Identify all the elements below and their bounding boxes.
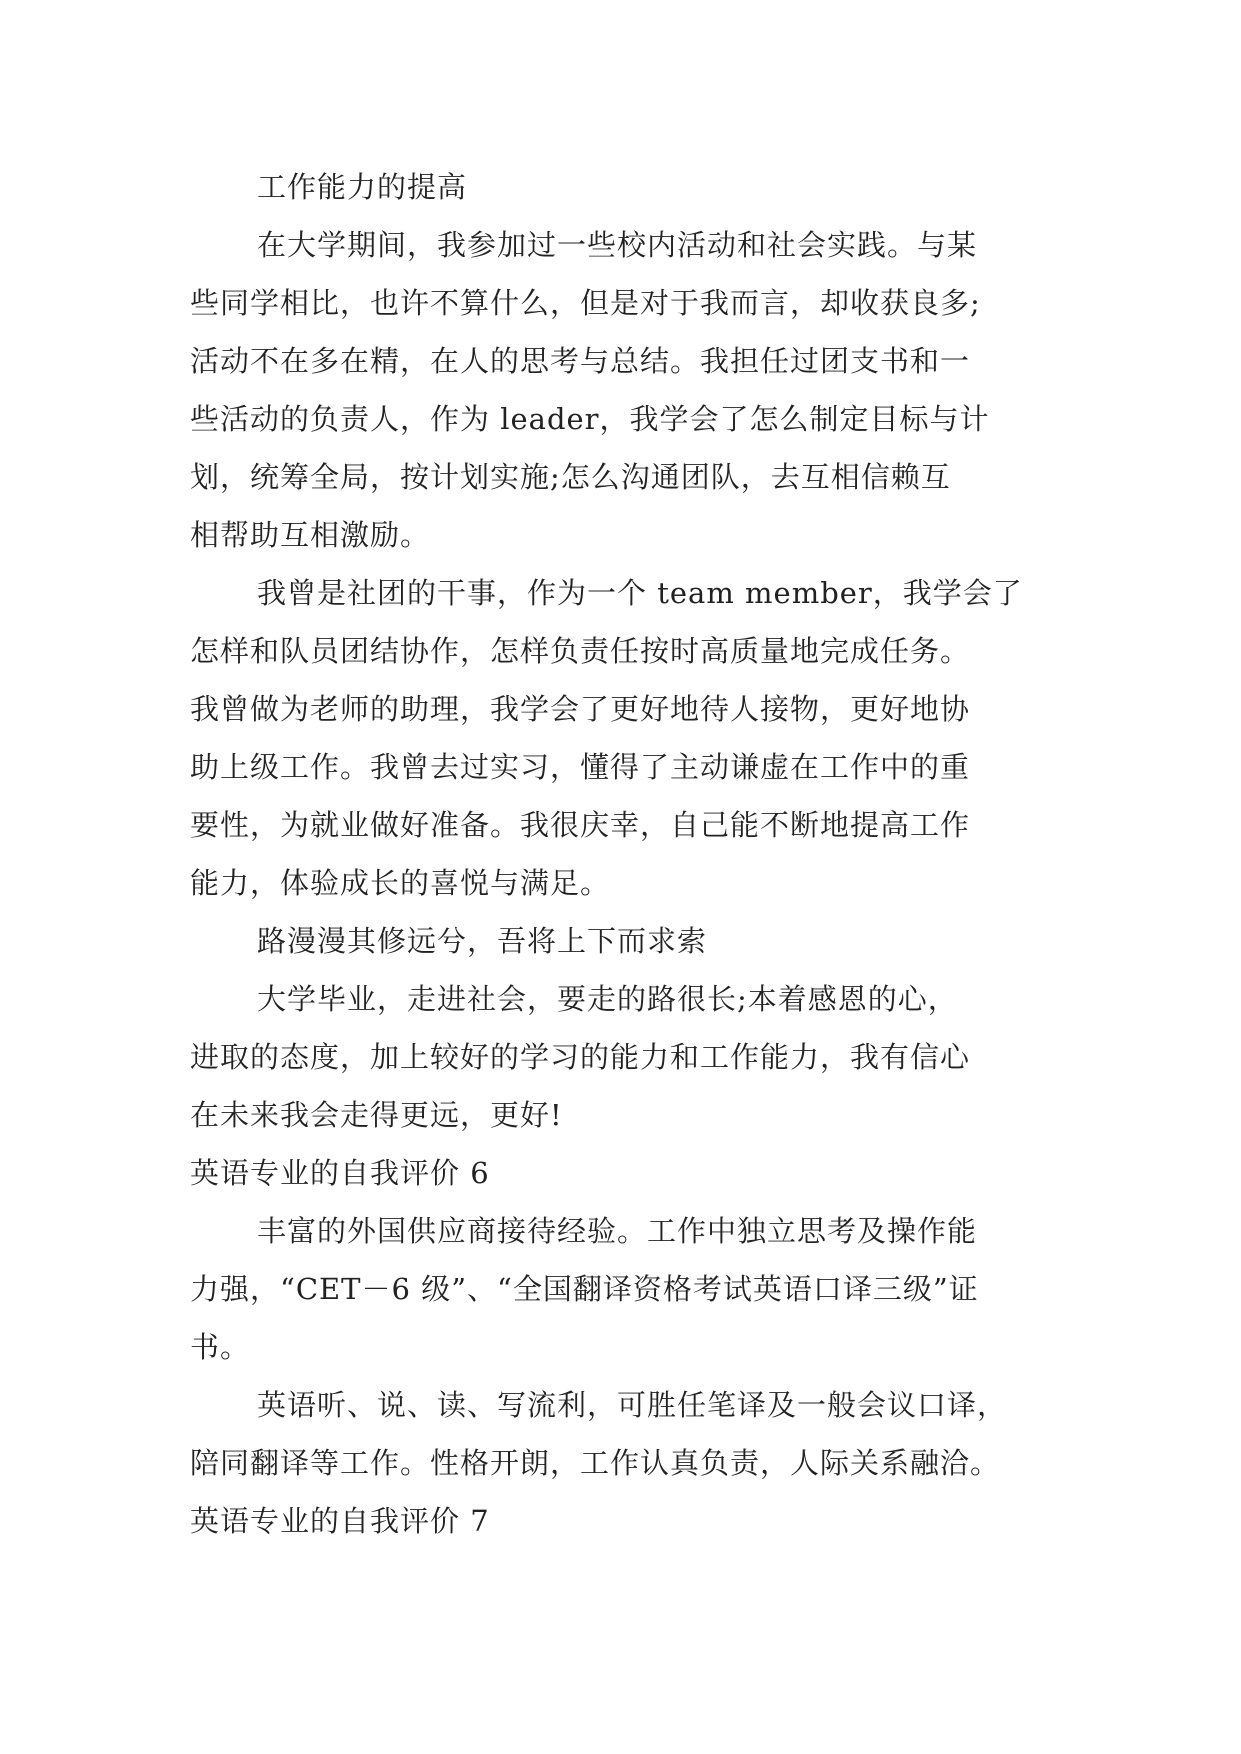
paragraph-line: 我曾做为老师的助理，我学会了更好地待人接物，更好地协 (190, 692, 971, 726)
paragraph-line: 在大学期间，我参加过一些校内活动和社会实践。与某 (257, 228, 978, 262)
section-heading: 路漫漫其修远兮，吾将上下而求索 (257, 924, 708, 958)
paragraph-line: 在未来我会走得更远，更好! (190, 1098, 563, 1132)
paragraph-line: 力强，“CET－6 级”、“全国翻译资格考试英语口译三级”证 (190, 1272, 979, 1306)
paragraph-line: 怎样和队员团结协作，怎样负责任按时高质量地完成任务。 (190, 634, 971, 668)
paragraph-line: 些同学相比，也许不算什么，但是对于我而言，却收获良多; (190, 286, 981, 320)
paragraph-line: 活动不在多在精，在人的思考与总结。我担任过团支书和一 (190, 344, 971, 378)
paragraph-line: 划，统筹全局，按计划实施;怎么沟通团队，去互相信赖互 (190, 460, 951, 494)
paragraph-line: 助上级工作。我曾去过实习，懂得了主动谦虚在工作中的重 (190, 750, 971, 784)
paragraph-line: 能力，体验成长的喜悦与满足。 (190, 866, 611, 900)
paragraph-line: 要性，为就业做好准备。我很庆幸，自己能不断地提高工作 (190, 808, 971, 842)
paragraph-line: 丰富的外国供应商接待经验。工作中独立思考及操作能 (257, 1214, 978, 1248)
paragraph-line: 我曾是社团的干事，作为一个 team member，我学会了 (257, 576, 1023, 610)
paragraph-line: 些活动的负责人，作为 leader，我学会了怎么制定目标与计 (190, 402, 990, 436)
section-title: 英语专业的自我评价 7 (190, 1504, 490, 1538)
section-heading: 工作能力的提高 (257, 170, 468, 204)
paragraph-line: 英语听、说、读、写流利，可胜任笔译及一般会议口译， (257, 1388, 1008, 1422)
paragraph-line: 进取的态度，加上较好的学习的能力和工作能力，我有信心 (190, 1040, 971, 1074)
document-body (190, 158, 1070, 1550)
paragraph-line: 陪同翻译等工作。性格开朗，工作认真负责，人际关系融洽。 (190, 1446, 1001, 1480)
paragraph-line: 书。 (190, 1330, 251, 1364)
section-title: 英语专业的自我评价 6 (190, 1156, 490, 1190)
paragraph-line: 大学毕业，走进社会，要走的路很长;本着感恩的心， (257, 982, 958, 1016)
paragraph-line: 相帮助互相激励。 (190, 518, 431, 552)
